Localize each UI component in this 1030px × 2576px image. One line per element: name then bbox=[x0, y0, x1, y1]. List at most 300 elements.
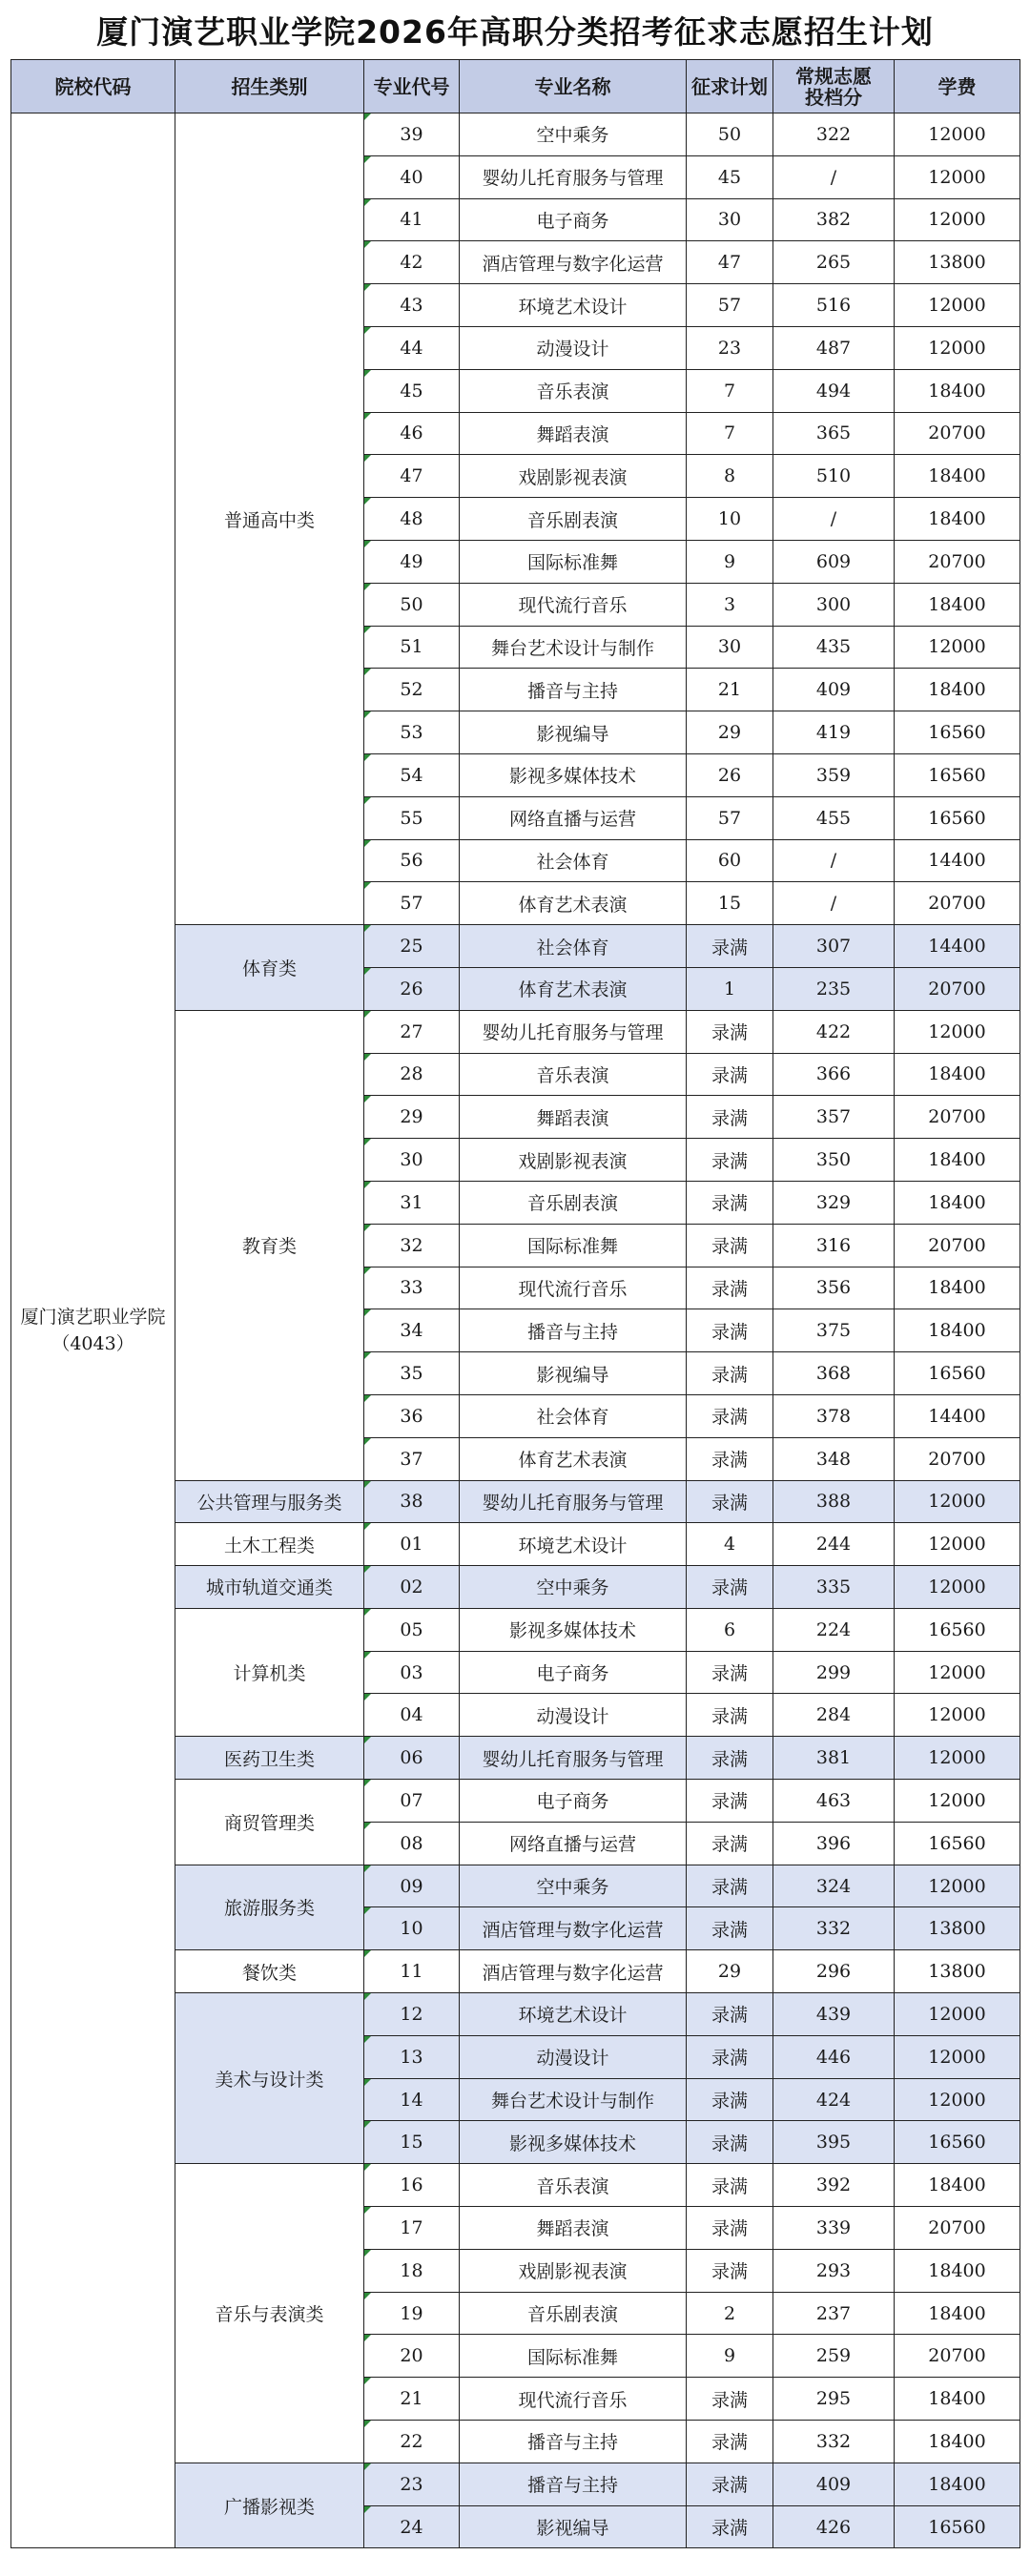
cell-corner-marker bbox=[364, 627, 371, 633]
quota-cell: 录满 bbox=[687, 1096, 773, 1139]
cell-corner-marker bbox=[364, 584, 371, 590]
cell-corner-marker bbox=[364, 2293, 371, 2299]
score-cell: / bbox=[773, 839, 895, 882]
major-code-cell bbox=[364, 796, 460, 839]
major-name-cell: 国际标准舞 bbox=[460, 2335, 687, 2378]
tuition-cell: 20700 bbox=[895, 412, 1020, 455]
cell-corner-marker bbox=[364, 1395, 371, 1402]
major-code-cell bbox=[364, 2249, 460, 2292]
tuition-cell: 16560 bbox=[895, 753, 1020, 796]
tuition-cell: 16560 bbox=[895, 2121, 1020, 2164]
major-name-cell: 电子商务 bbox=[460, 1780, 687, 1823]
cell-corner-marker bbox=[364, 541, 371, 547]
major-code-cell bbox=[364, 1566, 460, 1609]
cell-corner-marker bbox=[364, 1225, 371, 1231]
quota-cell: 录满 bbox=[687, 1780, 773, 1823]
major-code-cell bbox=[364, 583, 460, 626]
cell-corner-marker bbox=[364, 711, 371, 718]
tuition-cell: 18400 bbox=[895, 1139, 1020, 1182]
major-name-cell: 婴幼儿托育服务与管理 bbox=[460, 1480, 687, 1523]
quota-cell: 录满 bbox=[687, 1309, 773, 1352]
major-code-cell bbox=[364, 198, 460, 241]
quota-cell: 15 bbox=[687, 882, 773, 925]
major-code: 08 bbox=[400, 1832, 423, 1854]
major-name-cell: 动漫设计 bbox=[460, 326, 687, 369]
major-code-cell bbox=[364, 1139, 460, 1182]
cell-corner-marker bbox=[364, 113, 371, 120]
major-name-cell: 音乐剧表演 bbox=[460, 1181, 687, 1224]
score-cell: 424 bbox=[773, 2078, 895, 2121]
tuition-cell: 12000 bbox=[895, 284, 1020, 327]
cell-corner-marker bbox=[364, 2378, 371, 2384]
major-code: 12 bbox=[400, 2003, 423, 2025]
cell-corner-marker bbox=[364, 2121, 371, 2128]
major-name-cell: 戏剧影视表演 bbox=[460, 1139, 687, 1182]
score-cell: 382 bbox=[773, 198, 895, 241]
quota-cell: 录满 bbox=[687, 1010, 773, 1053]
score-cell: 392 bbox=[773, 2164, 895, 2207]
score-cell: 409 bbox=[773, 669, 895, 711]
major-code-cell bbox=[364, 1907, 460, 1950]
quota-cell: 录满 bbox=[687, 1181, 773, 1224]
cell-corner-marker bbox=[364, 1652, 371, 1659]
major-code: 26 bbox=[400, 978, 423, 999]
quota-cell: 录满 bbox=[687, 2249, 773, 2292]
major-name-cell: 舞蹈表演 bbox=[460, 412, 687, 455]
quota-cell: 21 bbox=[687, 669, 773, 711]
cell-corner-marker bbox=[364, 1694, 371, 1700]
category-cell: 普通高中类 bbox=[175, 113, 364, 925]
major-name-cell: 社会体育 bbox=[460, 1394, 687, 1437]
major-code-cell bbox=[364, 1865, 460, 1907]
cell-corner-marker bbox=[364, 1011, 371, 1018]
quota-cell: 录满 bbox=[687, 1822, 773, 1865]
major-code: 51 bbox=[400, 636, 423, 658]
tuition-cell: 12000 bbox=[895, 2035, 1020, 2078]
major-code: 11 bbox=[400, 1961, 423, 1983]
major-code: 30 bbox=[400, 1149, 423, 1171]
cell-corner-marker bbox=[364, 669, 371, 675]
cell-corner-marker bbox=[364, 1267, 371, 1274]
major-code-cell bbox=[364, 1737, 460, 1780]
quota-cell: 9 bbox=[687, 2335, 773, 2378]
tuition-cell: 18400 bbox=[895, 2463, 1020, 2505]
major-code: 37 bbox=[400, 1448, 423, 1470]
major-name-cell: 社会体育 bbox=[460, 925, 687, 968]
quota-cell: 录满 bbox=[687, 2078, 773, 2121]
major-code-cell bbox=[364, 2164, 460, 2207]
score-cell: 335 bbox=[773, 1566, 895, 1609]
cell-corner-marker bbox=[364, 2164, 371, 2171]
tuition-cell: 12000 bbox=[895, 113, 1020, 156]
major-name-cell: 动漫设计 bbox=[460, 1694, 687, 1737]
tuition-cell: 16560 bbox=[895, 711, 1020, 754]
score-cell: 307 bbox=[773, 925, 895, 968]
major-code: 27 bbox=[400, 1020, 423, 1042]
header-score bbox=[773, 60, 895, 113]
score-cell: 332 bbox=[773, 1907, 895, 1950]
header-row bbox=[11, 60, 1020, 113]
tuition-cell: 13800 bbox=[895, 1950, 1020, 1993]
quota-cell: 8 bbox=[687, 455, 773, 498]
tuition-cell: 18400 bbox=[895, 498, 1020, 541]
tuition-cell: 20700 bbox=[895, 1437, 1020, 1480]
major-name-cell: 播音与主持 bbox=[460, 1309, 687, 1352]
major-code-cell bbox=[364, 2035, 460, 2078]
quota-cell: 录满 bbox=[687, 2121, 773, 2164]
major-name-cell: 影视多媒体技术 bbox=[460, 1608, 687, 1651]
cell-corner-marker bbox=[364, 1182, 371, 1188]
major-name-cell: 影视多媒体技术 bbox=[460, 2121, 687, 2164]
quota-cell: 23 bbox=[687, 326, 773, 369]
major-code: 57 bbox=[400, 893, 423, 915]
major-code-cell bbox=[364, 2378, 460, 2421]
quota-cell: 30 bbox=[687, 626, 773, 669]
quota-cell: 2 bbox=[687, 2292, 773, 2335]
quota-cell: 30 bbox=[687, 198, 773, 241]
quota-cell: 录满 bbox=[687, 1139, 773, 1182]
major-code-cell bbox=[364, 2078, 460, 2121]
cell-corner-marker bbox=[364, 2079, 371, 2086]
major-name-cell: 空中乘务 bbox=[460, 1865, 687, 1907]
tuition-cell: 12000 bbox=[895, 2078, 1020, 2121]
quota-cell: 录满 bbox=[687, 1907, 773, 1950]
tuition-cell: 12000 bbox=[895, 155, 1020, 198]
score-cell: 295 bbox=[773, 2378, 895, 2421]
major-code-cell bbox=[364, 1694, 460, 1737]
tuition-cell: 18400 bbox=[895, 1267, 1020, 1309]
table-body bbox=[11, 113, 1020, 2548]
quota-cell: 26 bbox=[687, 753, 773, 796]
major-code-cell bbox=[364, 369, 460, 412]
major-name-cell: 环境艺术设计 bbox=[460, 284, 687, 327]
major-name-cell: 戏剧影视表演 bbox=[460, 455, 687, 498]
major-code-cell bbox=[364, 1822, 460, 1865]
cell-corner-marker bbox=[364, 1780, 371, 1786]
score-cell: 375 bbox=[773, 1309, 895, 1352]
major-code-cell bbox=[364, 1950, 460, 1993]
major-name-cell: 现代流行音乐 bbox=[460, 583, 687, 626]
header-school-code: 院校代码 bbox=[11, 60, 175, 113]
major-code: 10 bbox=[400, 1918, 423, 1940]
major-code-cell bbox=[364, 1309, 460, 1352]
cell-corner-marker bbox=[364, 1352, 371, 1359]
score-cell: 426 bbox=[773, 2505, 895, 2548]
major-code: 54 bbox=[400, 764, 423, 786]
major-code: 50 bbox=[400, 593, 423, 615]
major-code: 35 bbox=[400, 1363, 423, 1384]
major-code: 03 bbox=[400, 1661, 423, 1683]
major-name-cell: 网络直播与运营 bbox=[460, 796, 687, 839]
major-code: 21 bbox=[400, 2388, 423, 2410]
major-code-cell bbox=[364, 839, 460, 882]
major-code-cell bbox=[364, 1993, 460, 2036]
major-code: 06 bbox=[400, 1747, 423, 1769]
tuition-cell: 20700 bbox=[895, 1096, 1020, 1139]
major-code-cell bbox=[364, 1437, 460, 1480]
score-cell: 368 bbox=[773, 1352, 895, 1395]
tuition-cell: 18400 bbox=[895, 1181, 1020, 1224]
tuition-cell: 20700 bbox=[895, 2335, 1020, 2378]
major-code-cell bbox=[364, 882, 460, 925]
cell-corner-marker bbox=[364, 1865, 371, 1872]
quota-cell: 录满 bbox=[687, 1737, 773, 1780]
quota-cell: 录满 bbox=[687, 1352, 773, 1395]
major-code-cell bbox=[364, 1480, 460, 1523]
school-name: 厦门演艺职业学院 bbox=[20, 1307, 166, 1329]
major-name-cell: 音乐表演 bbox=[460, 369, 687, 412]
score-cell: 516 bbox=[773, 284, 895, 327]
score-cell: 329 bbox=[773, 1181, 895, 1224]
major-code-cell bbox=[364, 1096, 460, 1139]
quota-cell: 7 bbox=[687, 412, 773, 455]
score-cell: 324 bbox=[773, 1865, 895, 1907]
tuition-cell: 12000 bbox=[895, 626, 1020, 669]
major-code: 01 bbox=[400, 1534, 423, 1556]
cell-corner-marker bbox=[364, 1907, 371, 1914]
score-cell: 284 bbox=[773, 1694, 895, 1737]
quota-cell: 50 bbox=[687, 113, 773, 156]
tuition-cell: 14400 bbox=[895, 1394, 1020, 1437]
category-cell: 商贸管理类 bbox=[175, 1780, 364, 1865]
header-score-line2: 投档分 bbox=[805, 85, 862, 109]
major-code-cell bbox=[364, 967, 460, 1010]
major-name-cell: 酒店管理与数字化运营 bbox=[460, 241, 687, 284]
tuition-cell: 12000 bbox=[895, 1694, 1020, 1737]
tuition-cell: 20700 bbox=[895, 967, 1020, 1010]
major-name-cell: 动漫设计 bbox=[460, 2035, 687, 2078]
tuition-cell: 18400 bbox=[895, 2164, 1020, 2207]
category-cell: 土木工程类 bbox=[175, 1523, 364, 1566]
cell-corner-marker bbox=[364, 882, 371, 889]
score-cell: 357 bbox=[773, 1096, 895, 1139]
cell-corner-marker bbox=[364, 1309, 371, 1316]
score-cell: 446 bbox=[773, 2035, 895, 2078]
major-code: 56 bbox=[400, 850, 423, 872]
major-name-cell: 环境艺术设计 bbox=[460, 1993, 687, 2036]
major-code-cell bbox=[364, 1608, 460, 1651]
category-cell: 公共管理与服务类 bbox=[175, 1480, 364, 1523]
major-code: 23 bbox=[400, 2473, 423, 2495]
quota-cell: 录满 bbox=[687, 1267, 773, 1309]
cell-corner-marker bbox=[364, 925, 371, 932]
score-cell: 365 bbox=[773, 412, 895, 455]
score-cell: 435 bbox=[773, 626, 895, 669]
category-cell: 计算机类 bbox=[175, 1608, 364, 1736]
major-code: 55 bbox=[400, 807, 423, 829]
major-name-cell: 影视编导 bbox=[460, 1352, 687, 1395]
major-name-cell: 国际标准舞 bbox=[460, 540, 687, 583]
cell-corner-marker bbox=[364, 413, 371, 420]
quota-cell: 录满 bbox=[687, 2207, 773, 2250]
score-cell: 378 bbox=[773, 1394, 895, 1437]
major-code-cell bbox=[364, 540, 460, 583]
quota-cell: 57 bbox=[687, 796, 773, 839]
major-code-cell bbox=[364, 1053, 460, 1096]
tuition-cell: 18400 bbox=[895, 2292, 1020, 2335]
cell-corner-marker bbox=[364, 199, 371, 206]
score-cell: 381 bbox=[773, 1737, 895, 1780]
category-cell: 餐饮类 bbox=[175, 1950, 364, 1993]
major-code-cell bbox=[364, 1394, 460, 1437]
cell-corner-marker bbox=[364, 1609, 371, 1616]
tuition-cell: 16560 bbox=[895, 796, 1020, 839]
tuition-cell: 14400 bbox=[895, 839, 1020, 882]
major-code: 49 bbox=[400, 550, 423, 572]
tuition-cell: 12000 bbox=[895, 1651, 1020, 1694]
score-cell: 463 bbox=[773, 1780, 895, 1823]
major-code: 18 bbox=[400, 2259, 423, 2281]
major-name-cell: 空中乘务 bbox=[460, 113, 687, 156]
quota-cell: 录满 bbox=[687, 1480, 773, 1523]
major-code-cell bbox=[364, 155, 460, 198]
score-cell: 395 bbox=[773, 2121, 895, 2164]
major-code-cell bbox=[364, 412, 460, 455]
quota-cell: 6 bbox=[687, 1608, 773, 1651]
cell-corner-marker bbox=[364, 1950, 371, 1957]
major-name-cell: 舞台艺术设计与制作 bbox=[460, 2078, 687, 2121]
major-code-cell bbox=[364, 753, 460, 796]
score-cell: 316 bbox=[773, 1224, 895, 1267]
score-cell: 359 bbox=[773, 753, 895, 796]
quota-cell: 录满 bbox=[687, 2505, 773, 2548]
major-name-cell: 网络直播与运营 bbox=[460, 1822, 687, 1865]
major-code: 13 bbox=[400, 2046, 423, 2068]
major-code: 40 bbox=[400, 166, 423, 188]
major-code-cell bbox=[364, 925, 460, 968]
school-code: （4043） bbox=[52, 1333, 134, 1355]
major-code: 02 bbox=[400, 1576, 423, 1597]
quota-cell: 录满 bbox=[687, 2035, 773, 2078]
quota-cell: 9 bbox=[687, 540, 773, 583]
score-cell: 494 bbox=[773, 369, 895, 412]
major-code-cell bbox=[364, 669, 460, 711]
tuition-cell: 12000 bbox=[895, 198, 1020, 241]
score-cell: 224 bbox=[773, 1608, 895, 1651]
quota-cell: 60 bbox=[687, 839, 773, 882]
score-cell: 419 bbox=[773, 711, 895, 754]
tuition-cell: 18400 bbox=[895, 2378, 1020, 2421]
cell-corner-marker bbox=[364, 284, 371, 291]
quota-cell: 录满 bbox=[687, 1053, 773, 1096]
cell-corner-marker bbox=[364, 2463, 371, 2470]
tuition-cell: 18400 bbox=[895, 2421, 1020, 2463]
major-code: 46 bbox=[400, 422, 423, 444]
major-code: 15 bbox=[400, 2132, 423, 2154]
major-code: 33 bbox=[400, 1277, 423, 1299]
major-code: 28 bbox=[400, 1063, 423, 1085]
quota-cell: 录满 bbox=[687, 1394, 773, 1437]
major-name-cell: 音乐剧表演 bbox=[460, 2292, 687, 2335]
cell-corner-marker bbox=[364, 1737, 371, 1743]
tuition-cell: 20700 bbox=[895, 882, 1020, 925]
major-name-cell: 酒店管理与数字化运营 bbox=[460, 1950, 687, 1993]
major-code: 43 bbox=[400, 295, 423, 317]
tuition-cell: 13800 bbox=[895, 241, 1020, 284]
cell-corner-marker bbox=[364, 1993, 371, 2000]
cell-corner-marker bbox=[364, 327, 371, 334]
page-title: 厦门演艺职业学院2026年高职分类招考征求志愿招生计划 bbox=[96, 12, 934, 51]
major-code: 48 bbox=[400, 508, 423, 530]
cell-corner-marker bbox=[364, 2506, 371, 2513]
score-cell: 259 bbox=[773, 2335, 895, 2378]
tuition-cell: 18400 bbox=[895, 2249, 1020, 2292]
major-code: 04 bbox=[400, 1704, 423, 1726]
tuition-cell: 12000 bbox=[895, 1993, 1020, 2036]
major-code: 38 bbox=[400, 1491, 423, 1513]
score-cell: 356 bbox=[773, 1267, 895, 1309]
cell-corner-marker bbox=[364, 1523, 371, 1530]
major-code: 53 bbox=[400, 722, 423, 744]
cell-corner-marker bbox=[364, 2207, 371, 2214]
major-code-cell bbox=[364, 711, 460, 754]
major-code: 19 bbox=[400, 2302, 423, 2324]
header-score-line1: 常规志愿 bbox=[795, 64, 872, 88]
major-name-cell: 现代流行音乐 bbox=[460, 1267, 687, 1309]
tuition-cell: 12000 bbox=[895, 326, 1020, 369]
major-code-cell bbox=[364, 2292, 460, 2335]
tuition-cell: 16560 bbox=[895, 1608, 1020, 1651]
major-name-cell: 婴幼儿托育服务与管理 bbox=[460, 1737, 687, 1780]
major-code-cell bbox=[364, 2335, 460, 2378]
major-code-cell bbox=[364, 2121, 460, 2164]
major-name-cell: 播音与主持 bbox=[460, 2463, 687, 2505]
major-name-cell: 影视多媒体技术 bbox=[460, 753, 687, 796]
cell-corner-marker bbox=[364, 1438, 371, 1445]
major-code-cell bbox=[364, 1352, 460, 1395]
quota-cell: 47 bbox=[687, 241, 773, 284]
major-name-cell: 电子商务 bbox=[460, 198, 687, 241]
major-code-cell bbox=[364, 2421, 460, 2463]
cell-corner-marker bbox=[364, 2335, 371, 2341]
quota-cell: 录满 bbox=[687, 1437, 773, 1480]
quota-cell: 3 bbox=[687, 583, 773, 626]
score-cell: 300 bbox=[773, 583, 895, 626]
tuition-cell: 18400 bbox=[895, 583, 1020, 626]
cell-corner-marker bbox=[364, 370, 371, 377]
major-code-cell bbox=[364, 326, 460, 369]
quota-cell: 29 bbox=[687, 711, 773, 754]
cell-corner-marker bbox=[364, 797, 371, 804]
cell-corner-marker bbox=[364, 156, 371, 163]
major-name-cell: 舞蹈表演 bbox=[460, 1096, 687, 1139]
major-code: 45 bbox=[400, 380, 423, 402]
cell-corner-marker bbox=[364, 2421, 371, 2427]
header-major-code: 专业代号 bbox=[364, 60, 460, 113]
quota-cell: 录满 bbox=[687, 2463, 773, 2505]
major-code: 42 bbox=[400, 252, 423, 274]
score-cell: 235 bbox=[773, 967, 895, 1010]
enrollment-plan-table bbox=[10, 59, 1020, 2548]
score-cell: 339 bbox=[773, 2207, 895, 2250]
score-cell: / bbox=[773, 882, 895, 925]
category-cell: 城市轨道交通类 bbox=[175, 1566, 364, 1609]
tuition-cell: 18400 bbox=[895, 455, 1020, 498]
tuition-cell: 12000 bbox=[895, 1010, 1020, 1053]
major-code: 44 bbox=[400, 337, 423, 359]
major-code-cell bbox=[364, 455, 460, 498]
score-cell: 455 bbox=[773, 796, 895, 839]
quota-cell: 4 bbox=[687, 1523, 773, 1566]
category-cell: 医药卫生类 bbox=[175, 1737, 364, 1780]
cell-corner-marker bbox=[364, 754, 371, 761]
major-name-cell: 舞台艺术设计与制作 bbox=[460, 626, 687, 669]
score-cell: 350 bbox=[773, 1139, 895, 1182]
score-cell: 487 bbox=[773, 326, 895, 369]
major-code: 29 bbox=[400, 1106, 423, 1128]
header-category: 招生类别 bbox=[175, 60, 364, 113]
quota-cell: 1 bbox=[687, 967, 773, 1010]
